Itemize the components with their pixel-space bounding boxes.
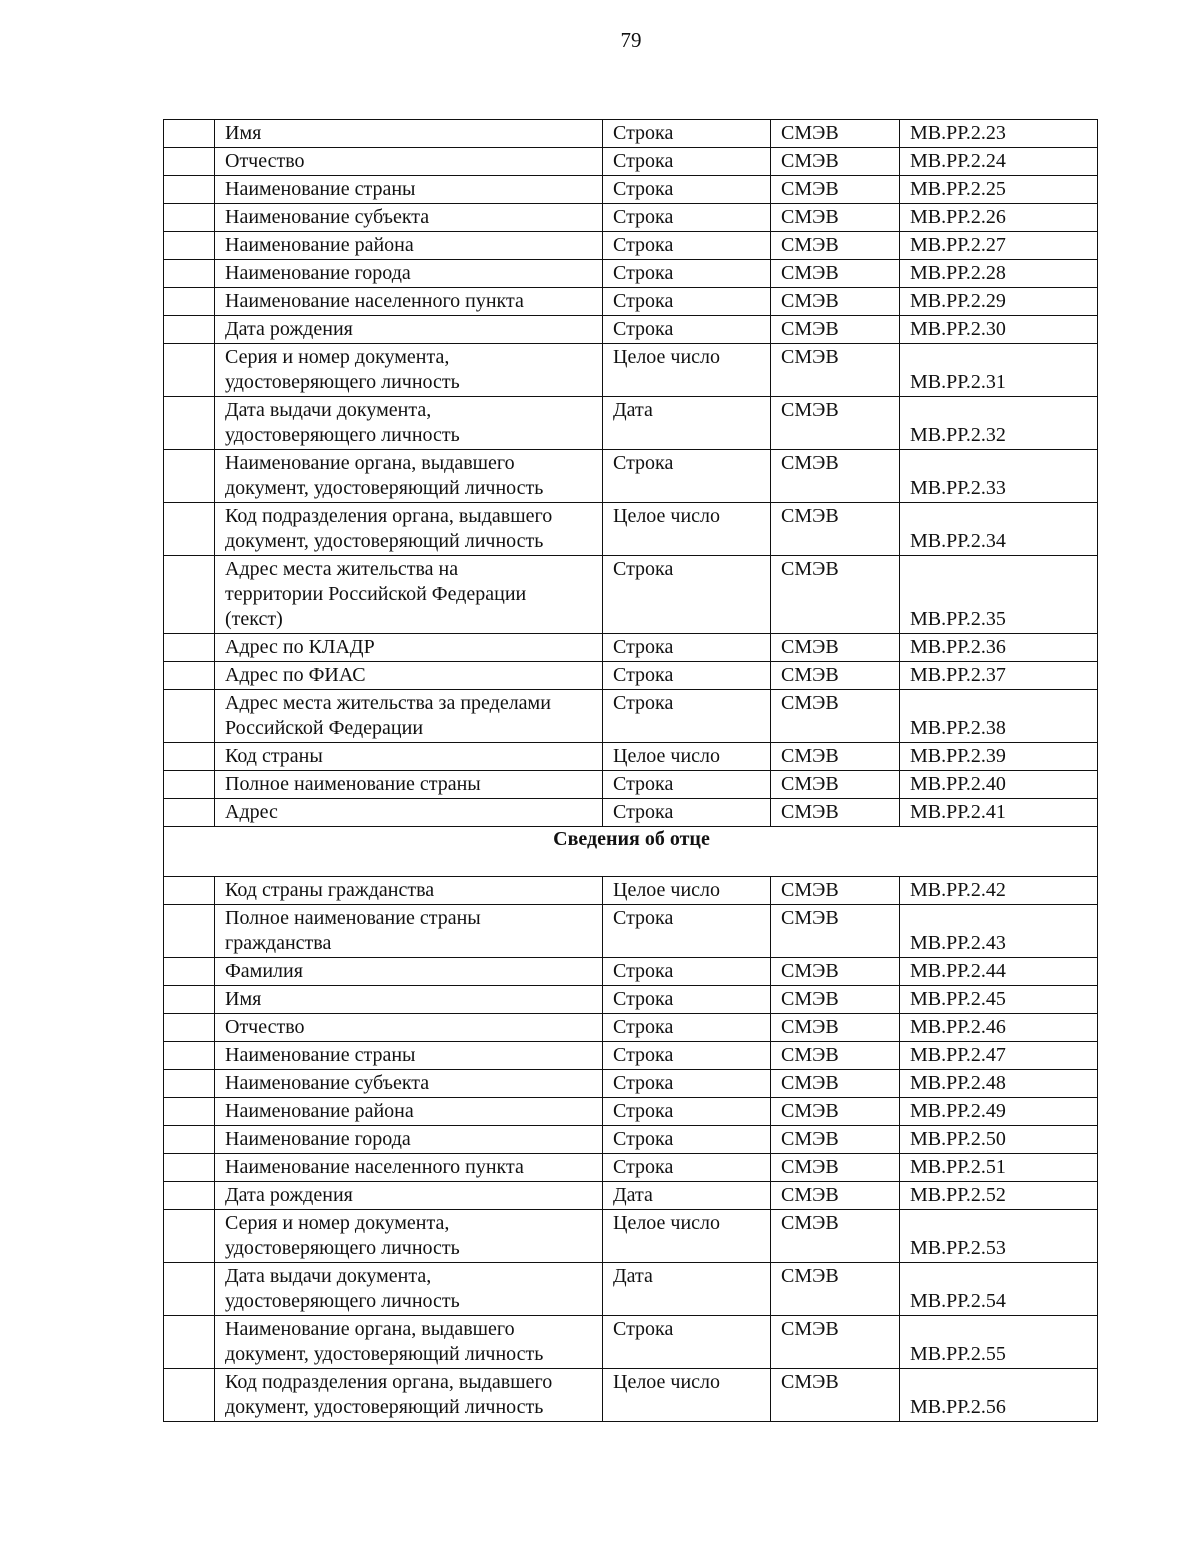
- row-marker-cell: [164, 120, 215, 148]
- field-name-cell: Полное наименование страны: [215, 771, 603, 799]
- field-source-cell: СМЭВ: [771, 1042, 900, 1070]
- field-type-cell: Строка: [603, 148, 771, 176]
- field-type-cell: Строка: [603, 1316, 771, 1369]
- table-row: [164, 799, 1098, 827]
- field-name-cell: Наименование субъекта: [215, 204, 603, 232]
- field-name-cell: Имя: [215, 120, 603, 148]
- field-name-cell: Наименование субъекта: [215, 1070, 603, 1098]
- row-marker-cell: [164, 316, 215, 344]
- row-marker-cell: [164, 743, 215, 771]
- field-source-cell: СМЭВ: [771, 771, 900, 799]
- table-row: [164, 148, 1098, 176]
- field-code-cell: МВ.РР.2.37: [900, 662, 1098, 690]
- field-code-cell: МВ.РР.2.49: [900, 1098, 1098, 1126]
- row-marker-cell: [164, 176, 215, 204]
- field-source-cell: СМЭВ: [771, 1369, 900, 1422]
- row-marker-cell: [164, 877, 215, 905]
- table-row: [164, 556, 1098, 634]
- field-name-cell: Адрес места жительства за пределами Российской Федерации: [215, 690, 603, 743]
- field-source-cell: СМЭВ: [771, 344, 900, 397]
- table-body-part2: [164, 877, 1098, 1422]
- table-row: [164, 1263, 1098, 1316]
- table-row: [164, 260, 1098, 288]
- table-row: [164, 986, 1098, 1014]
- field-code-cell: МВ.РР.2.40: [900, 771, 1098, 799]
- field-source-cell: СМЭВ: [771, 1098, 900, 1126]
- field-name-cell: Наименование органа, выдавшего документ, удостоверяющий личность: [215, 450, 603, 503]
- field-name-cell: Адрес места жительства на территории Российской Федерации (текст): [215, 556, 603, 634]
- field-code-cell: МВ.РР.2.24: [900, 148, 1098, 176]
- field-code-cell: МВ.РР.2.35: [900, 556, 1098, 634]
- field-name-cell: Код страны гражданства: [215, 877, 603, 905]
- field-name-cell: Отчество: [215, 1014, 603, 1042]
- table-row: [164, 1042, 1098, 1070]
- field-code-cell: МВ.РР.2.41: [900, 799, 1098, 827]
- field-code-cell: МВ.РР.2.33: [900, 450, 1098, 503]
- field-type-cell: Строка: [603, 120, 771, 148]
- row-marker-cell: [164, 799, 215, 827]
- field-code-cell: МВ.РР.2.48: [900, 1070, 1098, 1098]
- row-marker-cell: [164, 1126, 215, 1154]
- row-marker-cell: [164, 344, 215, 397]
- field-name-cell: Код подразделения органа, выдавшего документ, удостоверяющий личность: [215, 1369, 603, 1422]
- field-source-cell: СМЭВ: [771, 986, 900, 1014]
- row-marker-cell: [164, 1070, 215, 1098]
- section-title: Сведения об отце: [164, 827, 1098, 877]
- field-code-cell: МВ.РР.2.46: [900, 1014, 1098, 1042]
- row-marker-cell: [164, 1154, 215, 1182]
- field-source-cell: СМЭВ: [771, 1316, 900, 1369]
- field-name-cell: Наименование населенного пункта: [215, 1154, 603, 1182]
- field-type-cell: Строка: [603, 1154, 771, 1182]
- field-code-cell: МВ.РР.2.55: [900, 1316, 1098, 1369]
- row-marker-cell: [164, 690, 215, 743]
- row-marker-cell: [164, 260, 215, 288]
- field-type-cell: Целое число: [603, 743, 771, 771]
- table-row: [164, 450, 1098, 503]
- field-source-cell: СМЭВ: [771, 204, 900, 232]
- field-source-cell: СМЭВ: [771, 397, 900, 450]
- field-type-cell: Целое число: [603, 1369, 771, 1422]
- row-marker-cell: [164, 232, 215, 260]
- field-type-cell: Строка: [603, 204, 771, 232]
- table-row: [164, 877, 1098, 905]
- field-type-cell: Дата: [603, 1263, 771, 1316]
- section-header-group: [164, 827, 1098, 877]
- field-name-cell: Код подразделения органа, выдавшего документ, удостоверяющий личность: [215, 503, 603, 556]
- field-type-cell: Строка: [603, 771, 771, 799]
- row-marker-cell: [164, 1014, 215, 1042]
- field-name-cell: Наименование города: [215, 1126, 603, 1154]
- field-code-cell: МВ.РР.2.45: [900, 986, 1098, 1014]
- field-type-cell: Строка: [603, 450, 771, 503]
- table-row: [164, 958, 1098, 986]
- row-marker-cell: [164, 503, 215, 556]
- row-marker-cell: [164, 958, 215, 986]
- field-type-cell: Строка: [603, 1042, 771, 1070]
- table-row: [164, 905, 1098, 958]
- field-name-cell: Наименование района: [215, 1098, 603, 1126]
- field-name-cell: Полное наименование страны гражданства: [215, 905, 603, 958]
- row-marker-cell: [164, 1042, 215, 1070]
- table-body-part1: [164, 120, 1098, 827]
- field-name-cell: Наименование населенного пункта: [215, 288, 603, 316]
- field-code-cell: МВ.РР.2.54: [900, 1263, 1098, 1316]
- field-code-cell: МВ.РР.2.38: [900, 690, 1098, 743]
- field-code-cell: МВ.РР.2.23: [900, 120, 1098, 148]
- field-name-cell: Дата выдачи документа, удостоверяющего личность: [215, 397, 603, 450]
- field-source-cell: СМЭВ: [771, 1182, 900, 1210]
- row-marker-cell: [164, 1098, 215, 1126]
- row-marker-cell: [164, 1369, 215, 1422]
- row-marker-cell: [164, 148, 215, 176]
- table-row: [164, 1014, 1098, 1042]
- field-code-cell: МВ.РР.2.53: [900, 1210, 1098, 1263]
- table-row: [164, 176, 1098, 204]
- row-marker-cell: [164, 1210, 215, 1263]
- field-name-cell: Имя: [215, 986, 603, 1014]
- field-source-cell: СМЭВ: [771, 1070, 900, 1098]
- table-row: [164, 771, 1098, 799]
- field-code-cell: МВ.РР.2.27: [900, 232, 1098, 260]
- field-type-cell: Строка: [603, 1098, 771, 1126]
- field-code-cell: МВ.РР.2.43: [900, 905, 1098, 958]
- field-code-cell: МВ.РР.2.26: [900, 204, 1098, 232]
- field-type-cell: Целое число: [603, 344, 771, 397]
- field-code-cell: МВ.РР.2.44: [900, 958, 1098, 986]
- table-row: [164, 1182, 1098, 1210]
- table-row: [164, 232, 1098, 260]
- field-code-cell: МВ.РР.2.56: [900, 1369, 1098, 1422]
- table-row: [164, 204, 1098, 232]
- field-source-cell: СМЭВ: [771, 1210, 900, 1263]
- field-name-cell: Дата рождения: [215, 1182, 603, 1210]
- field-type-cell: Строка: [603, 316, 771, 344]
- field-source-cell: СМЭВ: [771, 743, 900, 771]
- table-row: [164, 344, 1098, 397]
- field-code-cell: МВ.РР.2.31: [900, 344, 1098, 397]
- field-type-cell: Строка: [603, 1014, 771, 1042]
- row-marker-cell: [164, 204, 215, 232]
- table-row: [164, 503, 1098, 556]
- field-source-cell: СМЭВ: [771, 503, 900, 556]
- field-code-cell: МВ.РР.2.32: [900, 397, 1098, 450]
- field-source-cell: СМЭВ: [771, 958, 900, 986]
- field-code-cell: МВ.РР.2.51: [900, 1154, 1098, 1182]
- field-name-cell: Отчество: [215, 148, 603, 176]
- row-marker-cell: [164, 1182, 215, 1210]
- table-row: [164, 1154, 1098, 1182]
- page-number: 79: [620, 28, 642, 52]
- field-type-cell: Целое число: [603, 503, 771, 556]
- table-row: [164, 1369, 1098, 1422]
- field-code-cell: МВ.РР.2.25: [900, 176, 1098, 204]
- row-marker-cell: [164, 397, 215, 450]
- field-name-cell: Серия и номер документа, удостоверяющего личность: [215, 344, 603, 397]
- table-row: [164, 743, 1098, 771]
- row-marker-cell: [164, 288, 215, 316]
- field-source-cell: СМЭВ: [771, 690, 900, 743]
- field-source-cell: СМЭВ: [771, 450, 900, 503]
- field-code-cell: МВ.РР.2.50: [900, 1126, 1098, 1154]
- field-type-cell: Строка: [603, 986, 771, 1014]
- table-row: [164, 120, 1098, 148]
- field-type-cell: Строка: [603, 1070, 771, 1098]
- row-marker-cell: [164, 662, 215, 690]
- field-type-cell: Дата: [603, 397, 771, 450]
- field-code-cell: МВ.РР.2.28: [900, 260, 1098, 288]
- field-type-cell: Строка: [603, 1126, 771, 1154]
- field-source-cell: СМЭВ: [771, 799, 900, 827]
- table-row: [164, 288, 1098, 316]
- field-source-cell: СМЭВ: [771, 1263, 900, 1316]
- table-row: [164, 1098, 1098, 1126]
- field-type-cell: Строка: [603, 556, 771, 634]
- field-name-cell: Наименование страны: [215, 1042, 603, 1070]
- field-code-cell: МВ.РР.2.47: [900, 1042, 1098, 1070]
- field-name-cell: Серия и номер документа, удостоверяющего личность: [215, 1210, 603, 1263]
- table-row: [164, 1210, 1098, 1263]
- field-type-cell: Строка: [603, 232, 771, 260]
- field-name-cell: Наименование органа, выдавшего документ, удостоверяющий личность: [215, 1316, 603, 1369]
- field-source-cell: СМЭВ: [771, 316, 900, 344]
- field-code-cell: МВ.РР.2.29: [900, 288, 1098, 316]
- field-name-cell: Адрес по КЛАДР: [215, 634, 603, 662]
- field-source-cell: СМЭВ: [771, 1126, 900, 1154]
- table-row: [164, 634, 1098, 662]
- field-type-cell: Целое число: [603, 877, 771, 905]
- field-name-cell: Наименование района: [215, 232, 603, 260]
- field-name-cell: Наименование города: [215, 260, 603, 288]
- field-source-cell: СМЭВ: [771, 1154, 900, 1182]
- row-marker-cell: [164, 1316, 215, 1369]
- table-row: [164, 1126, 1098, 1154]
- data-table: [163, 119, 1098, 1422]
- field-code-cell: МВ.РР.2.39: [900, 743, 1098, 771]
- row-marker-cell: [164, 556, 215, 634]
- field-code-cell: МВ.РР.2.30: [900, 316, 1098, 344]
- field-type-cell: Строка: [603, 958, 771, 986]
- field-name-cell: Адрес: [215, 799, 603, 827]
- field-source-cell: СМЭВ: [771, 1014, 900, 1042]
- row-marker-cell: [164, 450, 215, 503]
- field-name-cell: Фамилия: [215, 958, 603, 986]
- field-code-cell: МВ.РР.2.52: [900, 1182, 1098, 1210]
- row-marker-cell: [164, 771, 215, 799]
- table-row: [164, 1070, 1098, 1098]
- field-name-cell: Код страны: [215, 743, 603, 771]
- row-marker-cell: [164, 905, 215, 958]
- field-type-cell: Целое число: [603, 1210, 771, 1263]
- row-marker-cell: [164, 1263, 215, 1316]
- field-source-cell: СМЭВ: [771, 232, 900, 260]
- field-code-cell: МВ.РР.2.34: [900, 503, 1098, 556]
- field-source-cell: СМЭВ: [771, 634, 900, 662]
- field-source-cell: СМЭВ: [771, 260, 900, 288]
- field-name-cell: Адрес по ФИАС: [215, 662, 603, 690]
- field-source-cell: СМЭВ: [771, 120, 900, 148]
- field-name-cell: Дата рождения: [215, 316, 603, 344]
- section-header-row: [164, 827, 1098, 877]
- field-source-cell: СМЭВ: [771, 148, 900, 176]
- field-type-cell: Строка: [603, 288, 771, 316]
- table-row: [164, 397, 1098, 450]
- row-marker-cell: [164, 634, 215, 662]
- field-name-cell: Дата выдачи документа, удостоверяющего личность: [215, 1263, 603, 1316]
- field-type-cell: Строка: [603, 662, 771, 690]
- field-source-cell: СМЭВ: [771, 288, 900, 316]
- field-type-cell: Строка: [603, 260, 771, 288]
- field-source-cell: СМЭВ: [771, 176, 900, 204]
- table-row: [164, 316, 1098, 344]
- row-marker-cell: [164, 986, 215, 1014]
- table-row: [164, 690, 1098, 743]
- field-name-cell: Наименование страны: [215, 176, 603, 204]
- field-type-cell: Строка: [603, 905, 771, 958]
- field-type-cell: Строка: [603, 690, 771, 743]
- field-type-cell: Строка: [603, 634, 771, 662]
- field-type-cell: Строка: [603, 176, 771, 204]
- field-type-cell: Строка: [603, 799, 771, 827]
- field-source-cell: СМЭВ: [771, 556, 900, 634]
- field-code-cell: МВ.РР.2.42: [900, 877, 1098, 905]
- table-row: [164, 1316, 1098, 1369]
- field-code-cell: МВ.РР.2.36: [900, 634, 1098, 662]
- field-source-cell: СМЭВ: [771, 877, 900, 905]
- table-row: [164, 662, 1098, 690]
- field-source-cell: СМЭВ: [771, 662, 900, 690]
- field-type-cell: Дата: [603, 1182, 771, 1210]
- field-source-cell: СМЭВ: [771, 905, 900, 958]
